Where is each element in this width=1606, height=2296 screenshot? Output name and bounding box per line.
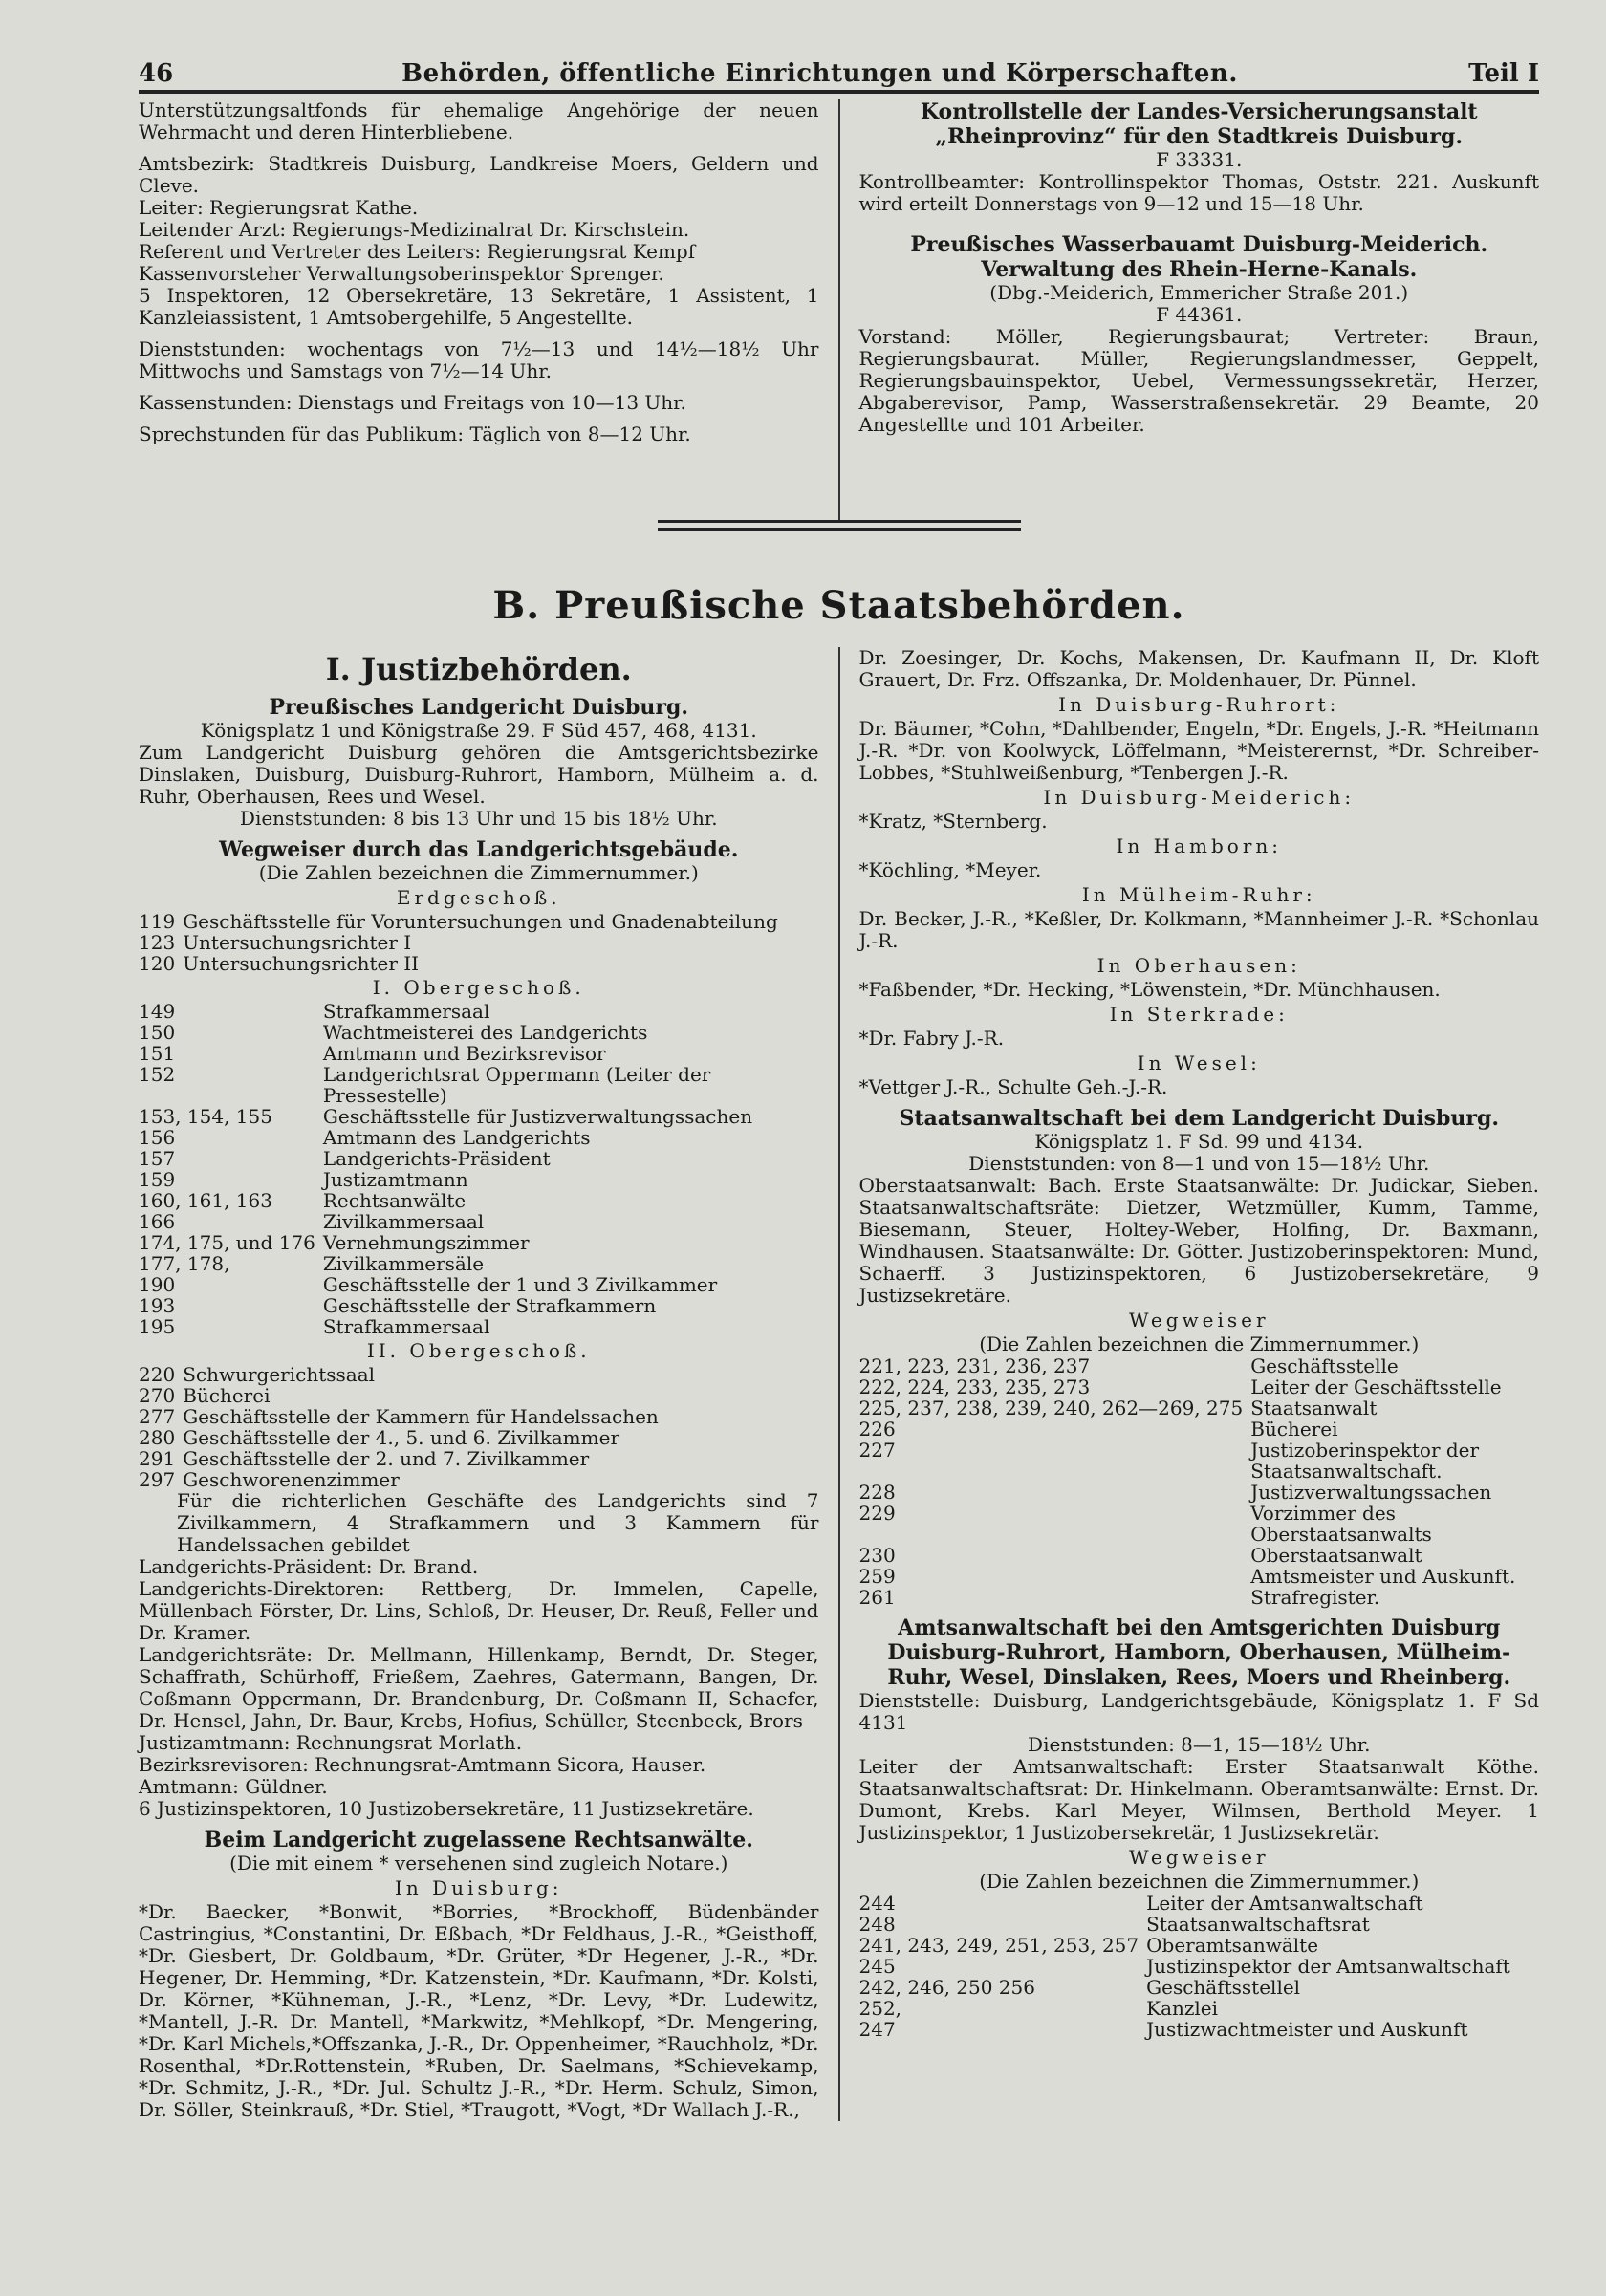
address: (Dbg.-Meiderich, Emmericher Straße 201.) (989, 281, 1409, 304)
room-row (139, 1427, 819, 1448)
running-title: Behörden, öffentliche Einrichtungen und Körperschaften. (402, 59, 1238, 88)
room-row (859, 1440, 1540, 1482)
room-row (859, 1914, 1540, 1935)
paragraph: 6 Justizinspektoren, 10 Justizobersekretäre, 11 Justizsekretäre. (139, 1797, 754, 1820)
room-row (139, 1253, 819, 1274)
room-label: Untersuchungsrichter I (183, 931, 412, 954)
paragraph: Bezirksrevisoren: Rechnungsrat-Amtmann Sicora, Hauser. (139, 1753, 706, 1776)
lawyers-title: Beim Landgericht zugelassene Rechtsanwälte. (204, 1828, 753, 1852)
room-label: Geschäftsstelle der 1 und 3 Zivilkammer (322, 1273, 718, 1296)
room-number: 151 (139, 1042, 176, 1065)
paragraph: Unterstützungsaltfonds für ehemalige Angehörige der neuen Wehrmacht und deren Hinterbliebene. (139, 98, 819, 143)
room-label: Landgerichtsrat Oppermann (Leiter der Pressestelle) (322, 1063, 711, 1107)
room-number: 220 (139, 1363, 176, 1386)
room-row (139, 1211, 819, 1232)
floor-heading: II. Obergeschoß. (366, 1339, 591, 1362)
room-row (859, 2019, 1540, 2040)
office-hours: Dienststunden: 8—1, 15—18½ Uhr. (1028, 1733, 1371, 1756)
room-row (859, 1566, 1540, 1587)
office: Dienststelle: Duisburg, Landgerichtsgebäude, Königsplatz 1. F Sd 4131 (858, 1689, 1539, 1734)
paragraph: Vorstand: Möller, Regierungsbaurat; Vertreter: Braun, Regierungsbaurat. Müller, Regierungslandmesser, Geppelt, Regierungsbauinspektor, Uebel, Vermessungssekretär, Herzer, Abgaberevisor, Pamp, Wasserstraßensekretär. 29 Beamte, 20 Angestellte und 101 Arbeiter. (858, 325, 1539, 436)
room-label: Bücherei (1250, 1418, 1338, 1440)
room-label: Justizoberinspektor der Staatsanwaltschaft. (1250, 1439, 1480, 1483)
floor-heading: Erdgeschoß. (396, 886, 561, 909)
lawyer-list: Dr. Becker, J.-R., *Keßler, Dr. Kolkmann, *Mannheimer J.-R. *Schonlau J.-R. (858, 907, 1539, 952)
room-row (139, 1169, 819, 1190)
room-label: Kanzlei (1146, 1997, 1219, 2020)
room-row (139, 911, 819, 932)
room-label: Staatsanwaltschaftsrat (1146, 1913, 1370, 1936)
room-row (859, 1355, 1540, 1376)
room-number: 247 (858, 2018, 896, 2041)
room-number: 227 (858, 1439, 896, 1462)
room-number: 157 (139, 1147, 176, 1170)
room-number: 150 (139, 1021, 176, 1044)
room-label: Strafkammersaal (322, 1000, 490, 1023)
room-number: 153, 154, 155 (139, 1105, 272, 1128)
room-row (139, 1274, 819, 1295)
top-section (139, 99, 1539, 520)
phone: F 33331. (1156, 148, 1243, 171)
prosecution-address: Königsplatz 1. F Sd. 99 und 4134. (1034, 1130, 1364, 1153)
room-label: Bücherei (183, 1384, 271, 1407)
guide-note: (Die Zahlen bezeichnen die Zimmernummer.) (979, 1332, 1420, 1355)
district-prosecution-title: Amtsanwaltschaft bei den Amtsgerichten Duisburg Duisburg-Ruhrort, Hamborn, Oberhausen, Mülheim-Ruhr, Wesel, Dinslaken, Rees, Moers und Rheinberg. (887, 1615, 1511, 1690)
room-number: 123 (139, 931, 176, 954)
room-number: 241, 243, 249, 251, 253, 257 (858, 1934, 1139, 1957)
guide-note: (Die Zahlen bezeichnen die Zimmernummer.) (258, 861, 699, 884)
lawyer-list: *Kratz, *Sternberg. (858, 810, 1048, 833)
room-number: 280 (139, 1426, 176, 1449)
room-row (139, 1190, 819, 1211)
main-title: B. Preußische Staatsbehörden. (492, 583, 1185, 628)
paragraph: Leitender Arzt: Regierungs-Medizinalrat Dr. Kirschstein. (139, 218, 690, 241)
room-list (859, 1893, 1540, 2040)
room-label: Staatsanwalt (1250, 1397, 1378, 1419)
city-heading: In Sterkrade: (1109, 1003, 1289, 1026)
room-number: 297 (139, 1468, 176, 1491)
room-label: Strafkammersaal (322, 1315, 490, 1338)
room-number: 277 (139, 1405, 176, 1428)
room-number: 195 (139, 1315, 176, 1338)
court-address: Königsplatz 1 und Königstraße 29. F Süd 457, 468, 4131. (200, 719, 757, 742)
main-left-column (139, 647, 838, 2121)
room-label: Geschäftsstelle der 2. und 7. Zivilkammer (183, 1447, 590, 1470)
paragraph: Landgerichts-Präsident: Dr. Brand. (139, 1555, 479, 1578)
city-heading: In Duisburg: (395, 1876, 563, 1899)
paragraph: Landgerichts-Direktoren: Rettberg, Dr. Immelen, Capelle, Müllenbach Förster, Dr. Lins, Schloß, Dr. Heuser, Dr. Reuß, Feller und Dr. Kramer. (139, 1577, 819, 1644)
room-row (139, 1232, 819, 1253)
room-row (139, 1001, 819, 1022)
paragraph: Leiter der Amtsanwaltschaft: Erster Staatsanwalt Köthe. Staatsanwaltschaftsrat: Dr. Hinkelmann. Oberamtsanwälte: Ernst. Dr. Dumont, Krebs. Karl Meyer, Wilmsen, Berthold Meyer. 1 Justizinspektor, 1 Justizobersekretär, 1 Justizsekretär. (858, 1755, 1539, 1844)
court-title: Preußisches Landgericht Duisburg. (269, 695, 688, 720)
room-number: 252, (858, 1997, 902, 2020)
room-row (139, 1127, 819, 1148)
room-label: Justizamtmann (322, 1168, 468, 1191)
paragraph: Sprechstunden für das Publikum: Täglich von 8—12 Uhr. (139, 422, 691, 445)
section-heading: Kontrollstelle der Landes-Versicherungsanstalt „Rheinprovinz“ für den Stadtkreis Duisburg. (920, 99, 1478, 149)
room-number: 149 (139, 1000, 176, 1023)
room-label: Schwurgerichtssaal (183, 1363, 376, 1386)
lawyer-list: Dr. Bäumer, *Cohn, *Dahlbender, Engeln, *Dr. Engels, J.-R. *Heitmann J.-R. *Dr. von Koolwyck, Löffelmann, *Meisterernst, *Dr. Schreiber-Lobbes, *Stuhlweißenburg, *Tenbergen J.-R. (858, 717, 1539, 784)
room-row (139, 1106, 819, 1127)
room-row (859, 1977, 1540, 1998)
room-label: Landgerichts-Präsident (322, 1147, 551, 1170)
paragraph: Landgerichtsräte: Dr. Mellmann, Hillenkamp, Berndt, Dr. Steger, Schaffrath, Schürhoff, Frießem, Zaehres, Gatermann, Bangen, Dr. Coßmann Oppermann, Dr. Brandenburg, Dr. Coßmann II, Schaefer, Dr. Hensel, Jahn, Dr. Baur, Krebs, Hofius, Schüller, Steenbeck, Brors (139, 1643, 819, 1732)
phone: F 44361. (1156, 303, 1243, 326)
room-row (139, 1364, 819, 1385)
room-number: 177, 178, (139, 1252, 230, 1275)
room-number: 156 (139, 1126, 176, 1149)
room-label: Justizinspektor der Amtsanwaltschaft (1146, 1955, 1510, 1978)
room-row (139, 1385, 819, 1406)
paragraph: Zum Landgericht Duisburg gehören die Amtsgerichtsbezirke Dinslaken, Duisburg, Duisburg-Ruhrort, Hamborn, Mülheim a. d. Ruhr, Oberhausen, Rees und Wesel. (139, 741, 819, 808)
room-list (139, 911, 819, 974)
paragraph: Referent und Vertreter des Leiters: Regierungsrat Kempf (139, 240, 696, 263)
room-label: Geschäftsstelle (1250, 1354, 1399, 1377)
top-left-column (139, 99, 838, 520)
room-row (139, 1022, 819, 1043)
main-right-column (838, 647, 1540, 2121)
room-label: Amtmann des Landgerichts (322, 1126, 591, 1149)
room-label: Geschäftsstellel (1146, 1976, 1301, 1999)
room-label: Amtsmeister und Auskunft. (1250, 1565, 1516, 1588)
lawyer-list: *Dr. Fabry J.-R. (858, 1027, 1005, 1050)
section-heading: Preußisches Wasserbauamt Duisburg-Meiderich. Verwaltung des Rhein-Herne-Kanals. (910, 232, 1488, 282)
room-number: 119 (139, 910, 176, 933)
paragraph: Leiter: Regierungsrat Kathe. (139, 196, 419, 219)
room-number: 242, 246, 250 256 (858, 1976, 1035, 1999)
lawyer-list: *Faßbender, *Dr. Hecking, *Löwenstein, *Dr. Münchhausen. (858, 978, 1441, 1001)
room-label: Justizwachtmeister und Auskunft (1146, 2018, 1468, 2041)
room-list (139, 1001, 819, 1337)
room-number: 259 (858, 1565, 896, 1588)
top-right-column (838, 99, 1540, 520)
room-row (859, 1956, 1540, 1977)
room-label: Untersuchungsrichter II (183, 952, 420, 975)
room-row (139, 1406, 819, 1427)
divider (658, 520, 1021, 531)
prosecution-title: Staatsanwaltschaft bei dem Landgericht Duisburg. (899, 1106, 1500, 1131)
room-number: 222, 224, 233, 235, 273 (858, 1375, 1091, 1398)
room-row (859, 1482, 1540, 1503)
room-row (859, 1545, 1540, 1566)
room-number: 248 (858, 1913, 896, 1936)
room-row (139, 1043, 819, 1064)
room-label: Vernehmungszimmer (322, 1231, 530, 1254)
room-number: 159 (139, 1168, 176, 1191)
room-row (859, 1935, 1540, 1956)
room-row (859, 1587, 1540, 1608)
city-heading: In Duisburg-Meiderich: (1043, 786, 1356, 809)
city-heading: In Mülheim-Ruhr: (1081, 883, 1316, 906)
room-row (859, 1397, 1540, 1419)
section-title: I. Justizbehörden. (325, 651, 632, 687)
room-label: Oberstaatsanwalt (1250, 1544, 1422, 1567)
lawyer-list: *Vettger J.-R., Schulte Geh.-J.-R. (858, 1075, 1168, 1098)
room-number: 270 (139, 1384, 176, 1407)
room-number: 261 (858, 1586, 896, 1609)
room-row (859, 1419, 1540, 1440)
room-label: Strafregister. (1250, 1586, 1380, 1609)
room-row (139, 1448, 819, 1469)
room-label: Rechtsanwälte (322, 1189, 467, 1212)
paragraph: Amtmann: Güldner. (139, 1775, 328, 1798)
room-row (139, 1148, 819, 1169)
guide-heading: Wegweiser (1128, 1309, 1270, 1332)
room-row (859, 1503, 1540, 1545)
room-label: Zivilkammersaal (322, 1210, 485, 1233)
page-header (139, 59, 1539, 94)
room-row (859, 1893, 1540, 1914)
room-row (139, 953, 819, 974)
room-number: 229 (858, 1502, 896, 1525)
room-list (859, 1355, 1540, 1608)
room-number: 193 (139, 1294, 176, 1317)
room-row (139, 1469, 819, 1490)
room-number: 291 (139, 1447, 176, 1470)
room-label: Geschäftsstelle für Voruntersuchungen und Gnadenabteilung (183, 910, 778, 933)
paragraph: Amtsbezirk: Stadtkreis Duisburg, Landkreise Moers, Geldern und Cleve. (139, 152, 819, 197)
page-number: 46 (139, 59, 174, 88)
city-heading: In Oberhausen: (1096, 954, 1301, 977)
room-number: 160, 161, 163 (139, 1189, 272, 1212)
room-label: Justizverwaltungssachen (1250, 1481, 1492, 1504)
room-number: 225, 237, 238, 239, 240, 262—269, 275 (858, 1397, 1244, 1419)
room-number: 152 (139, 1063, 176, 1086)
room-label: Geschäftsstelle für Justizverwaltungssachen (322, 1105, 753, 1128)
room-label: Leiter der Amtsanwaltschaft (1146, 1892, 1423, 1915)
paragraph: Kontrollbeamter: Kontrollinspektor Thomas, Oststr. 221. Auskunft wird erteilt Donnerstags von 9—12 und 15—18 Uhr. (858, 170, 1539, 215)
room-number: 244 (858, 1892, 896, 1915)
paragraph: Dienststunden: wochentags von 7½—13 und 14½—18½ Uhr Mittwochs und Samstags von 7½—14 Uhr. (139, 337, 819, 382)
lawyers-note: (Die mit einem * versehenen sind zugleich Notare.) (229, 1852, 728, 1874)
room-label: Geschworenenzimmer (183, 1468, 400, 1491)
room-row (139, 1064, 819, 1106)
lawyer-list: *Dr. Baecker, *Bonwit, *Borries, *Brockhoff, Büdenbänder Castringius, *Constantini, Dr. Eßbach, *Dr Feldhaus, J.-R., *Geisthoff, *Dr. Giesbert, Dr. Goldbaum, *Dr. Grüter, *Dr Hegener, J.-R., *Dr. Hegener, Dr. Hemming, *Dr. Katzenstein, *Dr. Kaufmann, *Dr. Kolsti, Dr. Körner, *Kühneman, J.-R., *Lenz, *Dr. Levy, *Dr. Ludewitz, *Mantell, J.-R. Dr. Mantell, *Markwitz, *Mehlkopf, *Dr. Mengering, *Dr. Karl Michels,*Offszanka, J.-R., Dr. Oppenheimer, *Rauchholz, *Dr. Rosenthal, *Dr.Rottenstein, *Ruben, Dr. Saelmans, *Schievekamp, *Dr. Schmitz, J.-R., *Dr. Jul. Schultz J.-R., *Dr. Herm. Schulz, Simon, Dr. Söller, Steinkrauß, *Dr. Stiel, *Traugott, *Vogt, *Dr Wallach J.-R., (139, 1900, 819, 2121)
city-heading: In Wesel: (1137, 1051, 1261, 1074)
room-number: 120 (139, 952, 176, 975)
main-section (139, 647, 1539, 2121)
room-number: 245 (858, 1955, 896, 1978)
paragraph: Kassenvorsteher Verwaltungsoberinspektor Sprenger. (139, 262, 664, 285)
room-list (139, 1364, 819, 1490)
room-number: 226 (858, 1418, 896, 1440)
room-row (859, 1376, 1540, 1397)
room-number: 228 (858, 1481, 896, 1504)
room-label: Geschäftsstelle der Strafkammern (322, 1294, 657, 1317)
part-label: Teil I (1468, 59, 1539, 88)
floor-heading: I. Obergeschoß. (372, 976, 585, 999)
paragraph: Oberstaatsanwalt: Bach. Erste Staatsanwälte: Dr. Judickar, Sieben. Staatsanwaltschaftsräte: Dietzer, Wetzmüller, Kumm, Tamme, Biesemann, Steuer, Holtey-Weber, Holfing, Dr. Baxmann, Windhausen. Staatsanwälte: Dr. Götter. Justizoberinspektoren: Mund, Schaerff. 3 Justizinspektoren, 6 Justizobersekretäre, 9 Justizsekretäre. (858, 1174, 1539, 1307)
lawyer-list: *Köchling, *Meyer. (858, 858, 1042, 881)
room-label: Geschäftsstelle der 4., 5. und 6. Zivilkammer (183, 1426, 620, 1449)
room-number: 221, 223, 231, 236, 237 (858, 1354, 1091, 1377)
room-row (139, 932, 819, 953)
city-heading: In Hamborn: (1116, 834, 1282, 857)
room-label: Amtmann und Bezirksrevisor (322, 1042, 606, 1065)
room-label: Oberamtsanwälte (1146, 1934, 1319, 1957)
court-hours: Dienststunden: 8 bis 13 Uhr und 15 bis 18½ Uhr. (239, 807, 718, 830)
prosecution-hours: Dienststunden: von 8—1 und von 15—18½ Uhr. (968, 1152, 1430, 1175)
room-label: Leiter der Geschäftsstelle (1250, 1375, 1502, 1398)
room-row (139, 1316, 819, 1337)
room-number: 174, 175, und 176 (139, 1231, 315, 1254)
paragraph: 5 Inspektoren, 12 Obersekretäre, 13 Sekretäre, 1 Assistent, 1 Kanzleiassistent, 1 Amtsobergehilfe, 5 Angestellte. (139, 284, 819, 329)
room-label: Vorzimmer des Oberstaatsanwalts (1250, 1502, 1432, 1546)
room-label: Wachtmeisterei des Landgerichts (322, 1021, 648, 1044)
guide-title: Wegweiser durch das Landgerichtsgebäude. (219, 837, 739, 862)
room-number: 166 (139, 1210, 176, 1233)
lawyer-list: Dr. Zoesinger, Dr. Kochs, Makensen, Dr. Kaufmann II, Dr. Kloft Grauert, Dr. Frz. Offszanka, Dr. Moldenhauer, Dr. Pünnel. (858, 646, 1539, 691)
room-row (139, 1295, 819, 1316)
room-label: Geschäftsstelle der Kammern für Handelssachen (183, 1405, 659, 1428)
room-number: 190 (139, 1273, 176, 1296)
room-row (859, 1998, 1540, 2019)
room-number: 230 (858, 1544, 896, 1567)
room-label: Zivilkammersäle (322, 1252, 485, 1275)
paragraph: Kassenstunden: Dienstags und Freitags von 10—13 Uhr. (139, 391, 686, 414)
city-heading: In Duisburg-Ruhrort: (1058, 693, 1340, 716)
paragraph: Justizamtmann: Rechnungsrat Morlath. (139, 1731, 523, 1754)
paragraph: Für die richterlichen Geschäfte des Landgerichts sind 7 Zivilkammern, 4 Strafkammern und 3 Kammern für Handelssachen gebildet (177, 1489, 819, 1556)
guide-note: (Die Zahlen bezeichnen die Zimmernummer.) (979, 1870, 1420, 1893)
guide-heading: Wegweiser (1128, 1846, 1270, 1869)
